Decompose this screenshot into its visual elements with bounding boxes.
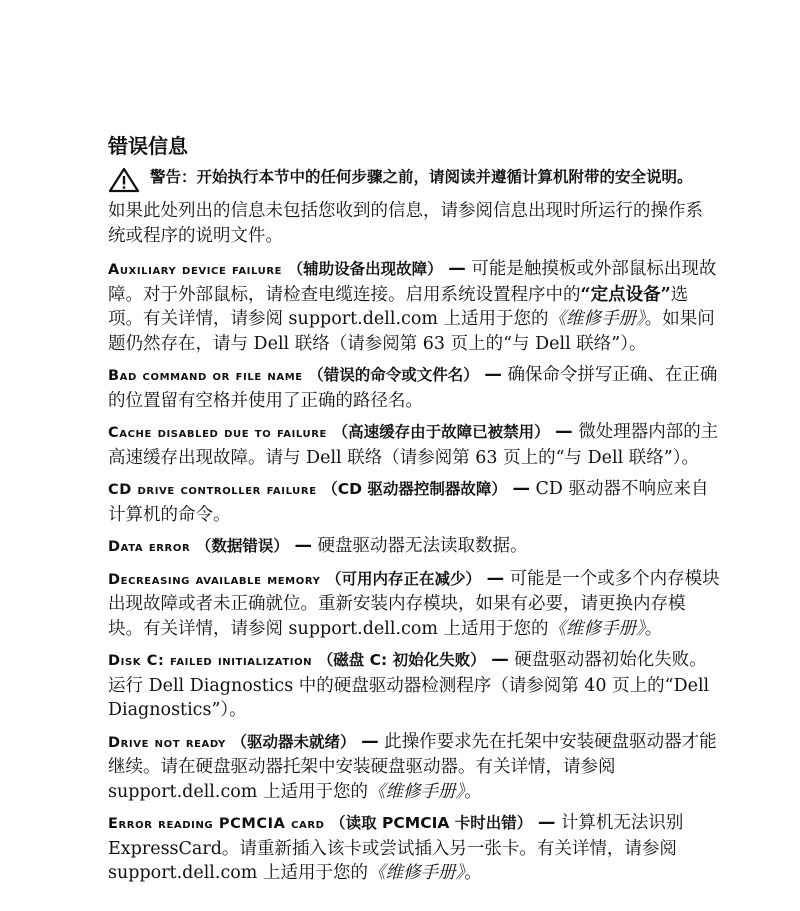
section-title: 错误信息 [108, 134, 188, 158]
em-dash: — [537, 813, 556, 833]
error-description: 硬盘驱动器初始化失败。运行 Dell Diagnostics 中的硬盘驱动器检测程序（请参阅第 40 页上的“Dell Diagnostics”）。 [108, 650, 710, 720]
em-dash: — [484, 365, 502, 385]
error-term: Drive not ready [108, 734, 226, 751]
error-entry-drive-not-ready [108, 730, 720, 805]
warning-triangle-icon [108, 167, 140, 193]
setting-name: “定点设备” [580, 284, 671, 305]
error-term: Data error [108, 539, 191, 555]
error-term: Bad command or file name [108, 368, 303, 384]
error-term: Error reading PCMCIA card [108, 816, 325, 832]
em-dash: — [491, 650, 509, 670]
error-term-cn: （错误的命令或文件名） [308, 366, 479, 384]
error-term-cn: （驱动器未就绪） [231, 732, 356, 751]
error-term: Cache disabled due to failure [108, 425, 327, 441]
error-entry-auxiliary-device-failure [108, 257, 720, 356]
em-dash: — [448, 259, 466, 279]
em-dash: — [294, 536, 312, 556]
em-dash: — [555, 422, 573, 442]
warning-text: 警告：开始执行本节中的任何步骤之前，请阅读并遵循计算机附带的安全说明。 [150, 168, 693, 186]
manual-title: 《维修手册》 [548, 618, 645, 639]
em-dash: — [486, 568, 505, 589]
manual-title: 《维修手册》 [367, 863, 465, 883]
error-term-cn: （数据错误） [195, 537, 289, 555]
error-description: 此操作要求先在托架中安装硬盘驱动器才能继续。请在硬盘驱动器托架中安装硬盘驱动器。有关详情，请参阅 support.dell.com 上适用于您的 [108, 731, 717, 802]
error-term-cn: （可用内存正在减少） [326, 569, 482, 588]
error-description: 选项。有关详情，请参阅 support.dell.com 上适用于您的 [108, 284, 689, 329]
error-description: 。如果问题仍然存在，请与 Dell 联络（请参阅第 63 页上的“与 Dell 联络”）。 [108, 309, 715, 354]
error-description: 确保命令拼写正确、在正确的位置留有空格并使用了正确的路径名。 [108, 365, 718, 411]
error-entry-cd-drive-controller-failure [108, 477, 720, 527]
em-dash: — [512, 479, 530, 499]
error-term: Decreasing available memory [108, 571, 321, 588]
error-entry-data-error [108, 534, 720, 560]
error-description: 。 [644, 618, 663, 639]
warning-notice [108, 166, 720, 193]
error-entry-error-reading-pcmcia-card [108, 811, 720, 886]
manual-title: 《维修手册》 [367, 781, 465, 802]
document-page [108, 132, 720, 893]
error-description: 可能是一个或多个内存模块出现故障或者未正确就位。重新安装内存模块，如果有必要，请更换内存模块。有关详情，请参阅 support.dell.com 上适用于您的 [108, 568, 720, 639]
error-term-cn: （高速缓存由于故障已被禁用） [332, 423, 550, 441]
error-description: 计算机无法识别 ExpressCard。请重新插入该卡或尝试插入另一张卡。有关详情，请参阅 support.dell.com 上适用于您的 [108, 813, 684, 883]
error-term-cn: （磁盘 C: 初始化失败） [317, 651, 486, 669]
error-term: CD drive controller failure [108, 482, 317, 498]
error-entry-disk-c-failed-initialization [108, 648, 720, 723]
error-term-cn: （读取 PCMCIA 卡时出错） [330, 814, 533, 832]
error-description: 微处理器内部的主高速缓存出现故障。请与 Dell 联络（请参阅第 63 页上的“与 Dell 联络”）。 [108, 422, 719, 468]
error-entry-cache-disabled [108, 420, 720, 470]
error-description: 可能是触摸板或外部鼠标出现故障。对于外部鼠标，请检查电缆连接。启用系统设置程序中的 [108, 259, 717, 305]
error-term: Disk C: failed initialization [108, 653, 313, 669]
error-term-cn: （CD 驱动器控制器故障） [322, 480, 507, 498]
error-entry-decreasing-available-memory [108, 567, 720, 642]
intro-paragraph: 如果此处列出的信息未包括您收到的信息，请参阅信息出现时所运行的操作系统或程序的说明文件。 [108, 201, 703, 246]
error-term: Auxiliary device failure [108, 262, 283, 278]
error-description: CD 驱动器不响应来自计算机的命令。 [108, 479, 709, 525]
error-description: 。 [464, 863, 482, 883]
error-term-cn: （辅助设备出现故障） [287, 260, 443, 278]
error-entry-bad-command [108, 363, 720, 413]
error-description: 。 [464, 781, 482, 802]
em-dash: — [361, 731, 379, 752]
error-description: 硬盘驱动器无法读取数据。 [317, 536, 528, 556]
manual-title: 《维修手册》 [548, 309, 645, 329]
